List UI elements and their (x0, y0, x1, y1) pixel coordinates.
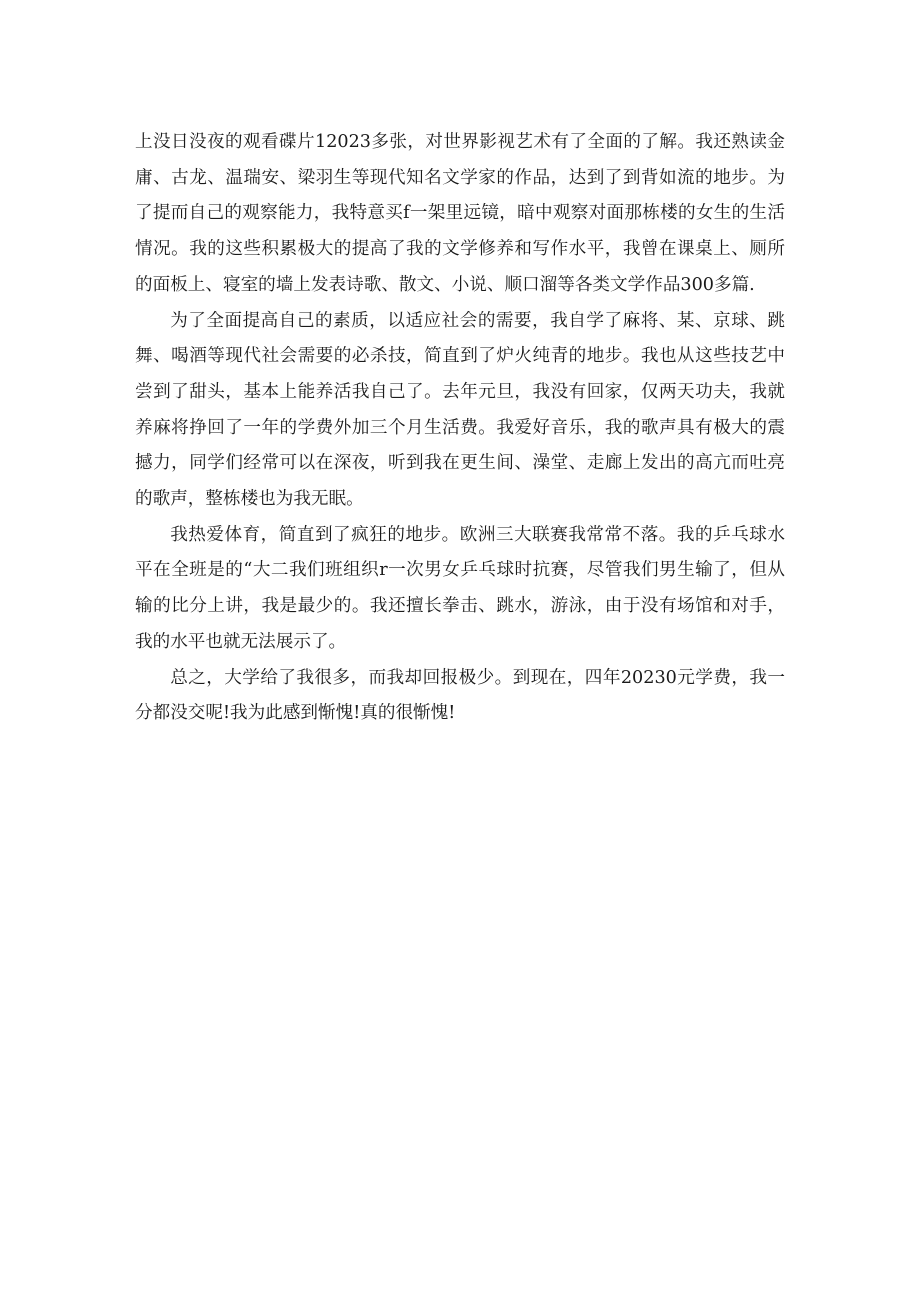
paragraph-2: 为了全面提高自己的素质，以适应社会的需要，我自学了麻将、某、京球、跳舞、喝酒等现代社会需要的必杀技，简直到了炉火纯青的地步。我也从这些技艺中尝到了甜头，基本上能养活我自己了。去年元旦，我没有回家，仅两天功夫，我就养麻将挣回了一年的学费外加三个月生活费。我爱好音乐，我的歌声具有极大的震撼力，同学们经常可以在深夜，听到我在更生间、澡堂、走廊上发出的高亢而吐亮的歌声，整栋楼也为我无眠。 (135, 310, 785, 510)
paragraph-4: 总之，大学给了我很多，而我却回报极少。到现在，四年20230元学费，我一分都没交呢!我为此感到惭愧!真的很惭愧! (135, 667, 785, 724)
document-body (135, 125, 785, 732)
paragraph-1: 上没日没夜的观看碟片12023多张，对世界影视艺术有了全面的了解。我还熟读金庸、古龙、温瑞安、梁羽生等现代知名文学家的作品，达到了到背如流的地步。为了提而自己的观察能力，我特意买f一架里远镜，暗中观察对面那栋楼的女生的生活情况。我的这些积累极大的提高了我的文学修养和写作水平，我曾在课桌上、厕所的面板上、寝室的墙上发表诗歌、散文、小说、顺口溜等各类文学作品300多篇. (135, 132, 785, 295)
paragraph-3: 我热爱体育，简直到了疯狂的地步。欧洲三大联赛我常常不落。我的乒乓球水平在全班是的“大二我们班组织r一次男女乒乓球时抗赛，尽管我们男生输了，但从输的比分上讲，我是最少的。我还擅长拳击、跳水，游泳，由于没有场馆和对手，我的水平也就无法展示了。 (135, 524, 785, 652)
